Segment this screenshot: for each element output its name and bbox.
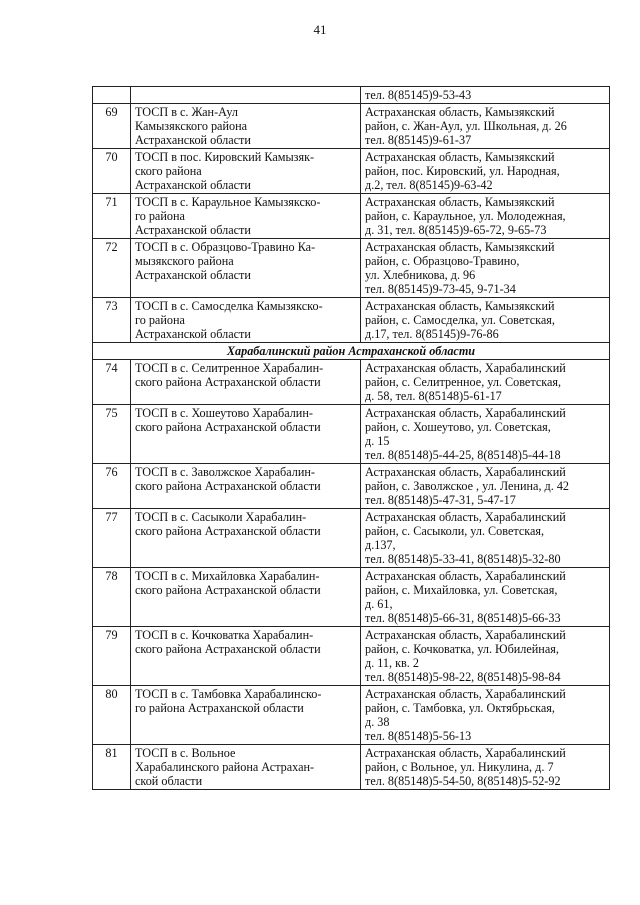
table-row — [93, 686, 610, 745]
address-line: д. 31, тел. 8(85145)9-65-72, 9-65-73 — [365, 223, 547, 237]
row-number-cell: 76 — [93, 464, 131, 509]
table-row — [93, 239, 610, 298]
table-row — [93, 405, 610, 464]
address-line: район, с. Караульное, ул. Молодежная, — [365, 209, 566, 223]
office-name-cell — [131, 686, 361, 745]
office-name-line: ТОСП в с. Караульное Камызякско- — [135, 195, 321, 209]
address-line: район, с. Хошеутово, ул. Советская, — [365, 420, 551, 434]
office-name-line: Астраханской области — [135, 178, 251, 192]
office-name-line: ТОСП в с. Сасыколи Харабалин- — [135, 510, 307, 524]
office-name-cell — [131, 568, 361, 627]
office-address-cell — [361, 627, 610, 686]
row-number-cell: 72 — [93, 239, 131, 298]
address-line: ул. Хлебникова, д. 96 — [365, 268, 476, 282]
address-line: район, с. Заволжское , ул. Ленина, д. 42 — [365, 479, 570, 493]
office-name-line: Астраханской области — [135, 268, 251, 282]
address-line: Астраханская область, Харабалинский — [365, 361, 566, 375]
row-number-cell: 70 — [93, 149, 131, 194]
office-name-line: Астраханской области — [135, 133, 251, 147]
address-line: д.2, тел. 8(85145)9-63-42 — [365, 178, 493, 192]
office-name-line: ТОСП в с. Михайловка Харабалин- — [135, 569, 320, 583]
office-name-line: ТОСП в с. Жан-Аул — [135, 105, 238, 119]
office-name-cell — [131, 104, 361, 149]
office-name-line: ТОСП в с. Заволжское Харабалин- — [135, 465, 315, 479]
address-line: д. 15 — [365, 434, 390, 448]
row-number-cell: 69 — [93, 104, 131, 149]
office-name-line: Астраханской области — [135, 223, 251, 237]
office-name-line: ТОСП в с. Селитренное Харабалин- — [135, 361, 324, 375]
table-row — [93, 149, 610, 194]
section-heading-row — [93, 343, 610, 360]
address-line: Астраханская область, Камызякский — [365, 195, 555, 209]
office-name-line: ТОСП в пос. Кировский Камызяк- — [135, 150, 315, 164]
office-name-line: го района Астраханской области — [135, 701, 304, 715]
office-name-line: ского района Астраханской области — [135, 583, 321, 597]
office-name-cell — [131, 87, 361, 104]
address-line: район, с. Жан-Аул, ул. Школьная, д. 26 — [365, 119, 567, 133]
office-name-line: ского района — [135, 164, 202, 178]
office-name-line: ского района Астраханской области — [135, 642, 321, 656]
page-number: 41 — [313, 22, 327, 37]
office-name-line: ской области — [135, 774, 203, 788]
row-number-cell: 73 — [93, 298, 131, 343]
table-row — [93, 298, 610, 343]
address-line: д. 38 — [365, 715, 390, 729]
office-address-cell — [361, 104, 610, 149]
row-number-cell: 75 — [93, 405, 131, 464]
office-address-cell — [361, 745, 610, 790]
office-address-cell — [361, 87, 610, 104]
address-line: д.17, тел. 8(85145)9-76-86 — [365, 327, 499, 341]
table-row — [93, 104, 610, 149]
office-name-line: ского района Астраханской области — [135, 420, 321, 434]
row-number-cell: 74 — [93, 360, 131, 405]
office-name-line: ТОСП в с. Самосделка Камызякско- — [135, 299, 323, 313]
office-name-line: мызякского района — [135, 254, 234, 268]
office-name-cell — [131, 298, 361, 343]
row-number-cell: 81 — [93, 745, 131, 790]
address-line: Астраханская область, Харабалинский — [365, 406, 566, 420]
address-line: район, с. Образцово-Травино, — [365, 254, 520, 268]
address-line: Астраханская область, Харабалинский — [365, 746, 566, 760]
address-line: тел. 8(85148)5-66-31, 8(85148)5-66-33 — [365, 611, 561, 625]
row-number-cell: 80 — [93, 686, 131, 745]
address-line: тел. 8(85145)9-61-37 — [365, 133, 472, 147]
address-line: д. 11, кв. 2 — [365, 656, 419, 670]
table-row — [93, 360, 610, 405]
office-address-cell — [361, 405, 610, 464]
address-line: район, с Вольное, ул. Никулина, д. 7 — [365, 760, 554, 774]
office-address-cell — [361, 360, 610, 405]
address-line: Астраханская область, Харабалинский — [365, 510, 566, 524]
address-line: район, с. Кочковатка, ул. Юбилейная, — [365, 642, 559, 656]
office-name-line: ТОСП в с. Кочковатка Харабалин- — [135, 628, 314, 642]
table-row — [93, 627, 610, 686]
office-name-line: го района — [135, 313, 185, 327]
office-name-cell — [131, 194, 361, 239]
table-row — [93, 464, 610, 509]
carry-over-row — [93, 87, 610, 104]
office-name-line: ского района Астраханской области — [135, 479, 321, 493]
address-line: тел. 8(85148)5-98-22, 8(85148)5-98-84 — [365, 670, 561, 684]
office-name-line: ТОСП в с. Вольное — [135, 746, 236, 760]
office-name-line: Камызякского района — [135, 119, 248, 133]
address-line: тел. 8(85148)5-44-25, 8(85148)5-44-18 — [365, 448, 561, 462]
office-name-cell — [131, 464, 361, 509]
office-name-line: ского района Астраханской области — [135, 524, 321, 538]
address-line: тел. 8(85148)5-54-50, 8(85148)5-52-92 — [365, 774, 561, 788]
address-line: Астраханская область, Камызякский — [365, 105, 555, 119]
office-name-cell — [131, 509, 361, 568]
office-name-line: Астраханской области — [135, 327, 251, 341]
table-row — [93, 509, 610, 568]
section-heading: Харабалинский район Астраханской области — [93, 343, 610, 360]
address-line: тел. 8(85145)9-73-45, 9-71-34 — [365, 282, 516, 296]
address-line: Астраханская область, Камызякский — [365, 299, 555, 313]
address-line: район, с. Селитренное, ул. Советская, — [365, 375, 562, 389]
office-name-cell — [131, 239, 361, 298]
address-line: район, с. Михайловка, ул. Советская, — [365, 583, 558, 597]
row-number-cell: 71 — [93, 194, 131, 239]
office-address-cell — [361, 149, 610, 194]
address-line: Астраханская область, Харабалинский — [365, 569, 566, 583]
row-number-cell: 78 — [93, 568, 131, 627]
row-number-cell: 79 — [93, 627, 131, 686]
offices-table-body — [93, 87, 610, 790]
address-line: Астраханская область, Камызякский — [365, 150, 555, 164]
office-name-line: Харабалинского района Астрахан- — [135, 760, 315, 774]
office-name-line: го района — [135, 209, 185, 223]
office-address-cell — [361, 568, 610, 627]
office-name-cell — [131, 745, 361, 790]
address-line: д. 58, тел. 8(85148)5-61-17 — [365, 389, 502, 403]
office-name-line: ского района Астраханской области — [135, 375, 321, 389]
office-address-cell — [361, 464, 610, 509]
address-line: тел. 8(85148)5-56-13 — [365, 729, 472, 743]
office-address-cell — [361, 686, 610, 745]
address-line: Астраханская область, Харабалинский — [365, 465, 566, 479]
row-number-cell — [93, 87, 131, 104]
address-line: Астраханская область, Камызякский — [365, 240, 555, 254]
address-line: тел. 8(85145)9-53-43 — [365, 88, 472, 102]
address-line: д. 61, — [365, 597, 393, 611]
office-name-cell — [131, 149, 361, 194]
office-name-line: ТОСП в с. Хошеутово Харабалин- — [135, 406, 313, 420]
office-address-cell — [361, 194, 610, 239]
address-line: район, с. Самосделка, ул. Советская, — [365, 313, 555, 327]
office-name-cell — [131, 627, 361, 686]
office-name-cell — [131, 405, 361, 464]
office-name-cell — [131, 360, 361, 405]
address-line: район, пос. Кировский, ул. Народная, — [365, 164, 560, 178]
address-line: Астраханская область, Харабалинский — [365, 628, 566, 642]
office-address-cell — [361, 239, 610, 298]
table-row — [93, 745, 610, 790]
address-line: тел. 8(85148)5-47-31, 5-47-17 — [365, 493, 516, 507]
address-line: район, с. Сасыколи, ул. Советская, — [365, 524, 545, 538]
office-address-cell — [361, 509, 610, 568]
office-address-cell — [361, 298, 610, 343]
address-line: тел. 8(85148)5-33-41, 8(85148)5-32-80 — [365, 552, 561, 566]
offices-table — [92, 86, 610, 790]
address-line: район, с. Тамбовка, ул. Октябрьская, — [365, 701, 555, 715]
address-line: Астраханская область, Харабалинский — [365, 687, 566, 701]
office-name-line: ТОСП в с. Тамбовка Харабалинско- — [135, 687, 322, 701]
table-row — [93, 568, 610, 627]
office-name-line: ТОСП в с. Образцово-Травино Ка- — [135, 240, 316, 254]
table-row — [93, 194, 610, 239]
row-number-cell: 77 — [93, 509, 131, 568]
address-line: д.137, — [365, 538, 396, 552]
